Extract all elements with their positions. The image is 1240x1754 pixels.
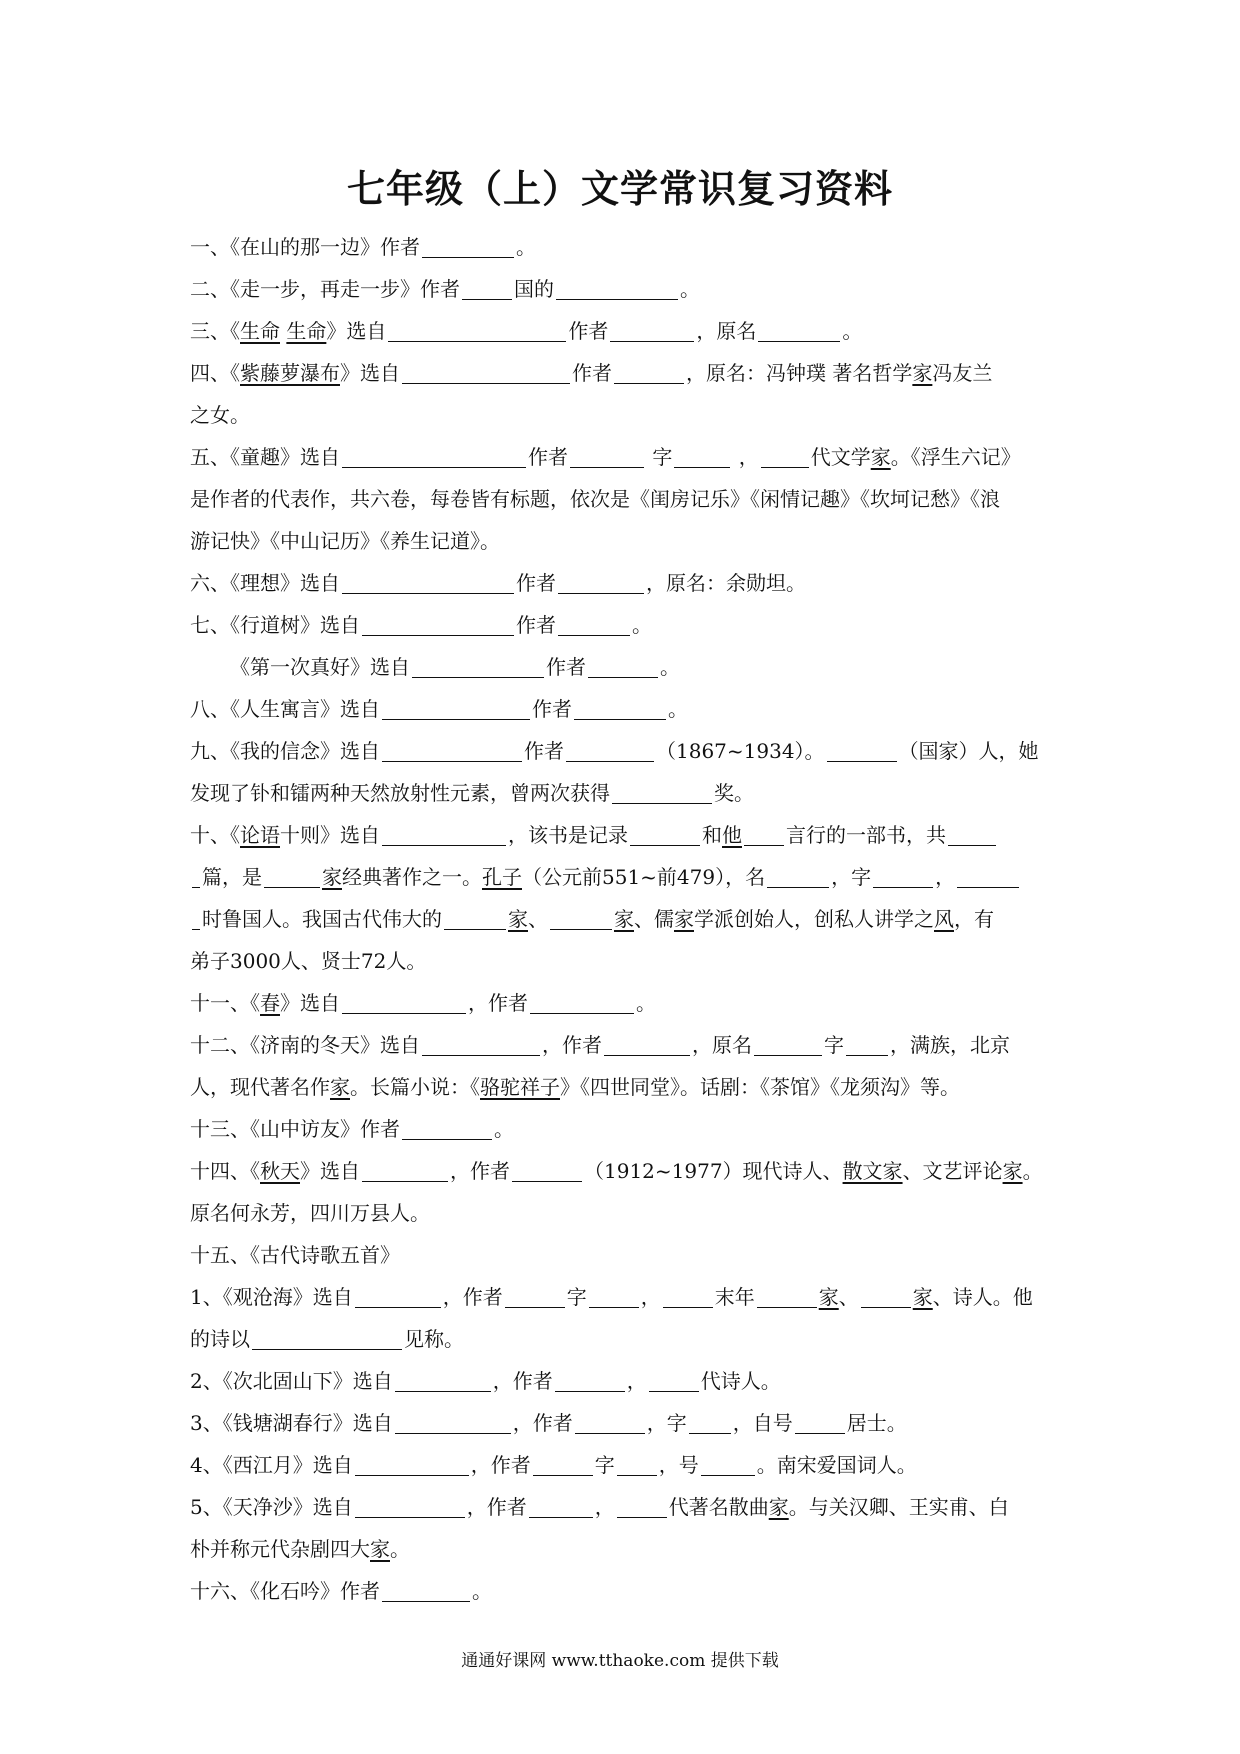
underlined-text: 论语	[240, 823, 280, 847]
line-text: 居士。	[846, 1411, 907, 1435]
fill-in-blank	[674, 443, 730, 468]
line-text: ，满族，北京	[890, 1033, 1010, 1057]
fill-in-blank	[827, 737, 897, 762]
fill-in-blank	[566, 737, 654, 762]
line-text: ，自号	[732, 1411, 793, 1435]
text-line	[190, 1570, 1058, 1612]
line-text: 。	[668, 697, 688, 721]
line-text: 原名何永芳，四川万县人。	[190, 1201, 430, 1225]
line-text: ，作者	[492, 1369, 553, 1393]
line-text: 《第一次真好》选自	[230, 655, 410, 679]
underlined-text: 家	[1002, 1159, 1023, 1183]
underlined-text: 秋天	[260, 1159, 300, 1183]
text-line	[190, 1402, 1058, 1444]
fill-in-blank	[382, 821, 506, 846]
line-text: ，作者	[450, 1159, 510, 1183]
underlined-text: 春	[260, 991, 280, 1015]
fill-in-blank	[192, 905, 200, 930]
underlined-text: 家	[768, 1495, 789, 1519]
fill-in-blank	[795, 1409, 845, 1434]
line-text: 。	[636, 991, 656, 1015]
line-text: 言行的一部书，共	[786, 823, 946, 847]
line-text: 》《四世同堂》。话剧：《茶馆》《龙须沟》等。	[560, 1075, 960, 1099]
text-line	[190, 268, 1058, 310]
line-text: 的诗以	[190, 1327, 250, 1351]
underlined-text: 家	[870, 445, 891, 469]
line-text: 作者	[524, 739, 564, 763]
line-text: 、	[838, 1285, 859, 1309]
line-text: 、诗人。他	[932, 1285, 1033, 1309]
text-line	[190, 1108, 1058, 1150]
text-line	[190, 856, 1058, 898]
underlined-text: 家	[912, 1285, 933, 1309]
text-line	[190, 1444, 1058, 1486]
fill-in-blank	[701, 1451, 755, 1476]
text-line	[190, 520, 1058, 562]
fill-in-blank	[462, 275, 512, 300]
fill-in-blank	[948, 821, 996, 846]
line-text: 、儒	[634, 907, 674, 931]
fill-in-blank	[761, 443, 809, 468]
fill-in-blank	[422, 233, 514, 258]
fill-in-blank	[617, 1451, 657, 1476]
line-text: ，	[640, 1285, 661, 1309]
fill-in-blank	[362, 1157, 448, 1182]
line-text: 五、《童趣》选自	[190, 445, 340, 469]
line-text: ，作者	[442, 1285, 503, 1309]
fill-in-blank	[550, 905, 612, 930]
fill-in-blank	[382, 695, 530, 720]
line-text: 》选自	[300, 1159, 360, 1183]
text-line	[190, 310, 1058, 352]
text-line	[190, 352, 1058, 394]
fill-in-blank	[630, 821, 700, 846]
underlined-text: 他	[722, 823, 742, 847]
text-line	[190, 478, 1058, 520]
line-text: ，作者	[468, 991, 528, 1015]
line-text: 作者	[546, 655, 586, 679]
fill-in-blank	[395, 1409, 511, 1434]
fill-in-blank	[757, 1283, 817, 1308]
fill-in-blank	[342, 443, 526, 468]
line-text: 作者	[572, 361, 612, 385]
fill-in-blank	[754, 1031, 822, 1056]
fill-in-blank	[614, 359, 684, 384]
line-text: （1867~1934）。	[656, 739, 825, 763]
text-line	[190, 1192, 1058, 1234]
fill-in-blank	[444, 905, 506, 930]
fill-in-blank	[767, 863, 829, 888]
fill-in-blank	[610, 317, 694, 342]
line-text: 十、《	[190, 823, 240, 847]
text-line	[190, 646, 1058, 688]
text-line	[190, 1066, 1058, 1108]
fill-in-blank	[355, 1493, 465, 1518]
line-text: 是作者的代表作，共六卷，每卷皆有标题，依次是《闺房记乐》《闲情记趣》《坎坷记愁》《浪	[190, 487, 1000, 511]
line-text: 八、《人生寓言》选自	[190, 697, 380, 721]
line-text: 。	[680, 277, 700, 301]
line-text: （公元前551~前479），名	[522, 865, 766, 889]
fill-in-blank	[382, 737, 522, 762]
text-line	[190, 730, 1058, 772]
fill-in-blank	[362, 611, 514, 636]
line-text: 三、《	[190, 319, 240, 343]
fill-in-blank	[558, 611, 630, 636]
text-line	[190, 1276, 1058, 1318]
underlined-text: 家	[614, 907, 634, 931]
line-text: 六、《理想》选自	[190, 571, 340, 595]
line-text: ，	[935, 865, 956, 889]
line-text: 发现了钋和镭两种天然放射性元素，曾两次获得	[190, 781, 610, 805]
line-text: 国的	[514, 277, 554, 301]
text-line	[190, 226, 1058, 268]
line-text: 一、《在山的那一边》作者	[190, 235, 420, 259]
question-list	[190, 226, 1058, 1612]
fill-in-blank	[512, 1157, 582, 1182]
line-text: 十三、《山中访友》作者	[190, 1117, 400, 1141]
underlined-text: 家	[370, 1537, 390, 1561]
line-text: 九、《我的信念》选自	[190, 739, 380, 763]
underlined-text: 家	[674, 907, 694, 931]
line-text: 3、《钱塘湖春行》选自	[190, 1411, 393, 1435]
line-text: 》选自	[280, 991, 340, 1015]
line-text: ，作者	[512, 1411, 573, 1435]
fill-in-blank	[574, 695, 666, 720]
fill-in-blank	[412, 653, 544, 678]
line-text: 作者	[516, 613, 556, 637]
line-text: ，作者	[542, 1033, 602, 1057]
line-text: ，	[732, 445, 759, 469]
line-text: 作者	[516, 571, 556, 595]
fill-in-blank	[529, 1493, 593, 1518]
line-text: 、	[528, 907, 548, 931]
line-text: 末年	[714, 1285, 755, 1309]
line-text: 十一、《	[190, 991, 260, 1015]
underlined-text: 风	[934, 907, 954, 931]
fill-in-blank	[589, 1283, 639, 1308]
fill-in-blank	[861, 1283, 911, 1308]
line-text: 时鲁国人。我国古代伟大的	[202, 907, 442, 931]
line-text: ，作者	[470, 1453, 531, 1477]
line-text: 代诗人。	[700, 1369, 781, 1393]
fill-in-blank	[402, 1115, 492, 1140]
line-text: 十五、《古代诗歌五首》	[190, 1243, 400, 1267]
fill-in-blank	[342, 989, 466, 1014]
line-text: 十则》选自	[280, 823, 380, 847]
line-text: 见称。	[404, 1327, 464, 1351]
fill-in-blank	[388, 317, 566, 342]
underlined-text: 家	[912, 361, 933, 385]
underlined-text: 生命	[240, 319, 280, 343]
line-text: 字	[824, 1033, 844, 1057]
line-text: 朴并称元代杂剧四大	[190, 1537, 370, 1561]
line-text: ，原名	[692, 1033, 752, 1057]
fill-in-blank	[588, 653, 658, 678]
text-line	[190, 1318, 1058, 1360]
text-line	[190, 436, 1058, 478]
text-line	[190, 940, 1058, 982]
line-text: 代著名散曲	[668, 1495, 769, 1519]
line-text: ，作者	[466, 1495, 527, 1519]
line-text: 十二、《济南的冬天》选自	[190, 1033, 420, 1057]
fill-in-blank	[402, 359, 570, 384]
line-text: 代文学	[810, 445, 871, 469]
line-text: ，原名	[696, 319, 757, 343]
line-text: 字	[566, 1285, 587, 1309]
underlined-text: 家	[330, 1075, 350, 1099]
fill-in-blank	[530, 989, 634, 1014]
line-text: 》选自	[340, 361, 400, 385]
text-line	[190, 1528, 1058, 1570]
line-text: 十四、《	[190, 1159, 260, 1183]
line-text: 经典著作之一。	[342, 865, 482, 889]
underlined-text: 家	[508, 907, 528, 931]
text-line	[190, 394, 1058, 436]
text-line	[190, 688, 1058, 730]
fill-in-blank	[252, 1325, 402, 1350]
fill-in-blank	[604, 1031, 690, 1056]
line-text: 冯友兰	[932, 361, 993, 385]
line-text: 四、《	[190, 361, 240, 385]
text-line	[190, 1486, 1058, 1528]
line-text: ，原名：余勋坦。	[646, 571, 806, 595]
fill-in-blank	[505, 1283, 565, 1308]
fill-in-blank	[957, 863, 1019, 888]
fill-in-blank	[617, 1493, 667, 1518]
line-text: 。	[494, 1117, 514, 1141]
fill-in-blank	[612, 779, 712, 804]
underlined-text: 生命	[286, 319, 327, 343]
line-text: （国家）人，她	[898, 739, 1039, 763]
line-text: 作者	[532, 697, 572, 721]
text-line	[190, 1234, 1058, 1276]
line-text: 人，现代著名作	[190, 1075, 330, 1099]
text-line	[190, 982, 1058, 1024]
text-line	[190, 814, 1058, 856]
underlined-text: 散文家	[842, 1159, 903, 1183]
fill-in-blank	[758, 317, 840, 342]
line-text: 弟子3000人、贤士72人。	[190, 949, 427, 973]
fill-in-blank	[663, 1283, 713, 1308]
line-text: 游记快》《中山记历》《养生记道》。	[190, 529, 500, 553]
line-text: 1、《观沧海》选自	[190, 1285, 353, 1309]
underlined-text: 紫藤萝瀑布	[240, 361, 340, 385]
fill-in-blank	[533, 1451, 593, 1476]
line-text: 》选自	[326, 319, 387, 343]
fill-in-blank	[355, 1451, 469, 1476]
fill-in-blank	[558, 569, 644, 594]
line-text: 。	[390, 1537, 410, 1561]
fill-in-blank	[555, 1367, 625, 1392]
line-text: ，有	[954, 907, 994, 931]
fill-in-blank	[192, 863, 200, 888]
line-text: 。与关汉卿、王实甫、白	[788, 1495, 1009, 1519]
underlined-text: 孔子	[482, 865, 522, 889]
line-text: 。南宋爱国词人。	[756, 1453, 917, 1477]
line-text: 5、《天净沙》选自	[190, 1495, 353, 1519]
line-text: 字	[594, 1453, 615, 1477]
line-text: ，字	[831, 865, 872, 889]
fill-in-blank	[570, 443, 644, 468]
text-line	[190, 604, 1058, 646]
document-title: 七年级（上）文学常识复习资料	[346, 167, 893, 211]
text-line	[190, 898, 1058, 940]
line-text: 2、《次北固山下》选自	[190, 1369, 393, 1393]
line-text: ，	[594, 1495, 615, 1519]
line-text: 、文艺评论	[902, 1159, 1003, 1183]
fill-in-blank	[355, 1283, 441, 1308]
line-text: 作者	[568, 319, 609, 343]
line-text: 4、《西江月》选自	[190, 1453, 353, 1477]
line-text: 二、《走一步，再走一步》作者	[190, 277, 460, 301]
line-text: 。	[660, 655, 680, 679]
text-line	[190, 562, 1058, 604]
fill-in-blank	[382, 1577, 470, 1602]
line-text: ，字	[646, 1411, 687, 1435]
fill-in-blank	[649, 1367, 699, 1392]
fill-in-blank	[689, 1409, 731, 1434]
line-text: 学派创始人，创私人讲学之	[694, 907, 934, 931]
underlined-text: 家	[818, 1285, 839, 1309]
line-text: 。	[842, 319, 863, 343]
line-text: 篇，是	[202, 865, 262, 889]
line-text: 。	[1022, 1159, 1043, 1183]
page-footer: 通通好课网 www.tthaoke.com 提供下载	[461, 1651, 779, 1671]
fill-in-blank	[575, 1409, 645, 1434]
line-text: ，号	[658, 1453, 699, 1477]
line-text: ，该书是记录	[508, 823, 628, 847]
fill-in-blank	[395, 1367, 491, 1392]
line-text: 字	[646, 445, 673, 469]
underlined-text: 家	[322, 865, 342, 889]
line-text: 。长篇小说：《	[350, 1075, 480, 1099]
line-text: （1912~1977）现代诗人、	[584, 1159, 843, 1183]
line-text: ，原名：冯钟璞 著名哲学	[686, 361, 913, 385]
line-text: 十六、《化石吟》作者	[190, 1579, 380, 1603]
fill-in-blank	[846, 1031, 888, 1056]
underlined-text: 骆驼祥子	[480, 1075, 560, 1099]
line-text: 。	[632, 613, 652, 637]
line-text: 奖。	[714, 781, 754, 805]
line-text: 。《浮生六记》	[890, 445, 1021, 469]
line-text: 七、《行道树》选自	[190, 613, 360, 637]
fill-in-blank	[744, 821, 784, 846]
text-line	[190, 1360, 1058, 1402]
fill-in-blank	[342, 569, 514, 594]
fill-in-blank	[556, 275, 678, 300]
line-text: ，	[626, 1369, 647, 1393]
text-line	[190, 772, 1058, 814]
fill-in-blank	[422, 1031, 540, 1056]
line-text: 作者	[528, 445, 568, 469]
text-line	[190, 1150, 1058, 1192]
line-text: 和	[702, 823, 722, 847]
line-text: 之女。	[190, 403, 250, 427]
text-line	[190, 1024, 1058, 1066]
fill-in-blank	[264, 863, 320, 888]
line-text: 。	[516, 235, 536, 259]
fill-in-blank	[873, 863, 933, 888]
line-text: 。	[472, 1579, 492, 1603]
